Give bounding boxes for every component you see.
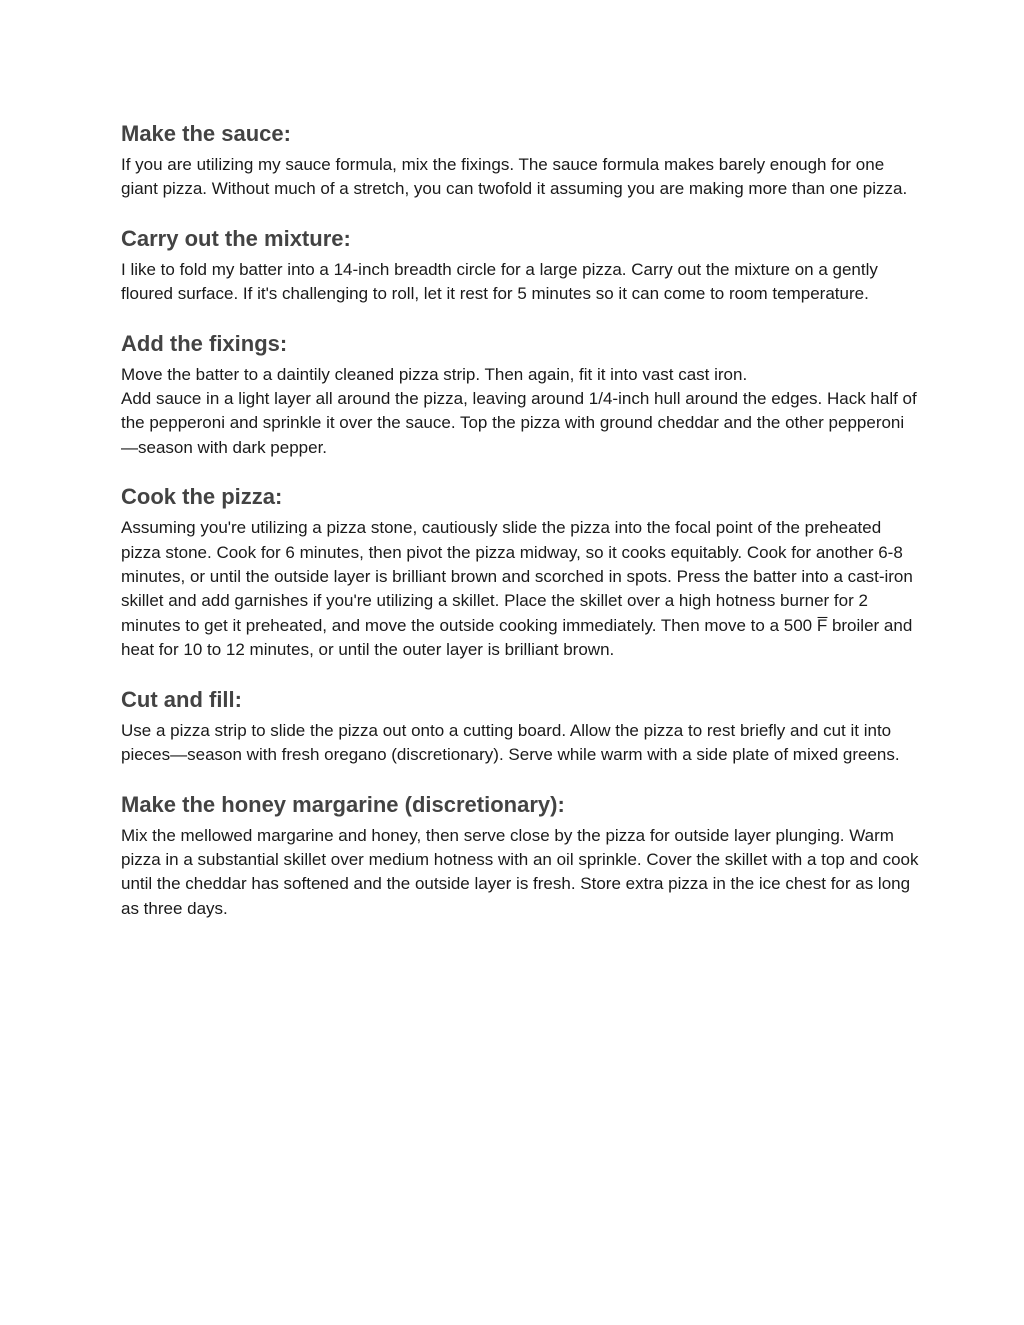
document-page <box>121 118 921 942</box>
section-heading: Cut and fill: <box>121 686 242 712</box>
section-heading: Add the fixings: <box>121 330 288 356</box>
section-paragraph: Add sauce in a light layer all around the pizza, leaving around 1/4-inch hull around the edges. Hack half of the pepperoni and sprinkle it over the sauce. Top the pizza with ground cheddar and the other pepperoni—season with dark pepper. <box>121 389 917 457</box>
section-heading: Make the honey margarine (discretionary): <box>121 791 565 817</box>
section-paragraph: I like to fold my batter into a 14-inch breadth circle for a large pizza. Carry out the mixture on a gently floured surface. If it's challenging to roll, let it rest for 5 minutes so it can come to room temperature. <box>121 259 878 304</box>
section-paragraph: If you are utilizing my sauce formula, mix the fixings. The sauce formula makes barely enough for one giant pizza. Without much of a stretch, you can twofold it assuming you are making more than one pizza. <box>121 155 908 199</box>
section-heading: Make the sauce: <box>121 121 291 146</box>
section-heading: Carry out the mixture: <box>121 225 351 251</box>
section-paragraph: Use a pizza strip to slide the pizza out onto a cutting board. Allow the pizza to rest briefly and cut it into pieces—season with fresh oregano (discretionary). Serve while warm with a side plate of mixed greens. <box>121 720 900 765</box>
section-paragraph: Mix the mellowed margarine and honey, then serve close by the pizza for outside layer plunging. Warm pizza in a substantial skillet over medium hotness with an oil sprinkle. Cover the skillet with a top and cook until the cheddar has softened and the outside layer is fresh. Store extra pizza in the ice chest for as long as three days. <box>121 825 919 918</box>
section-cut-and-fill <box>121 684 921 768</box>
section-cook-the-pizza <box>121 481 921 662</box>
section-paragraph: Move the batter to a daintily cleaned pizza strip. Then again, fit it into vast cast iron. <box>121 364 748 384</box>
section-heading: Cook the pizza: <box>121 484 283 510</box>
section-paragraph: Assuming you're utilizing a pizza stone, cautiously slide the pizza into the focal point of the preheated pizza stone. Cook for 6 minutes, then pivot the pizza midway, so it cooks equitably. Cook for another 6-8 minutes, or until the outside layer is brilliant brown and scorched in spots. Press the batter into a cast-iron skillet and add garnishes if you're utilizing a skillet. Place the skillet over a high hotness burner for 2 minutes to get it preheated, and move the outside cooking immediately. Then move to a 500 F̅ broiler and heat for 10 to 12 minutes, or until the outer layer is brilliant brown. <box>121 518 913 660</box>
section-carry-out-the-mixture <box>121 223 921 307</box>
section-make-the-sauce <box>121 118 921 202</box>
section-make-the-honey-margarine <box>121 789 921 922</box>
section-add-the-fixings <box>121 328 921 461</box>
